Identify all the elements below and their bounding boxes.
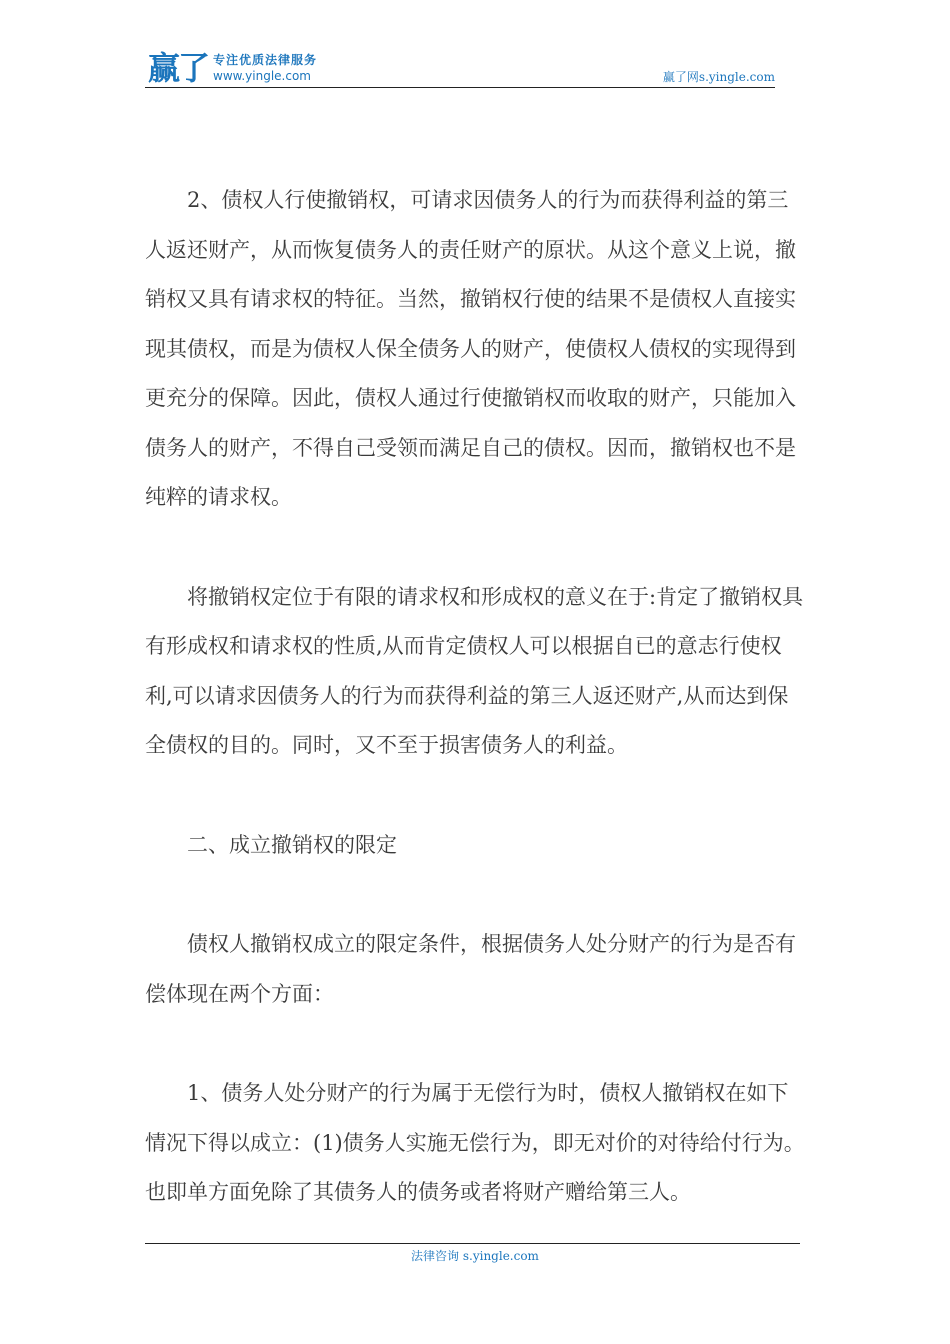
paragraph-revocation-claim: 2、债权人行使撤销权，可请求因债务人的行为而获得利益的第三人返还财产，从而恢复债务人的责任财产的原状。从这个意义上说，撤销权又具有请求权的特征。当然，撤销权行使的结果不是债权人直接实现其债权，而是为债权人保全债务人的财产，使债权人债权的实现得到更充分的保障。因此，债权人通过行使撤销权而收取的财产，只能加入债务人的财产，不得自己受领而满足自己的债权。因而，撤销权也不是纯粹的请求权。 [145, 188, 796, 509]
header-site-link[interactable]: 赢了网s.yingle.com [662, 70, 775, 84]
paragraph-conditions-intro: 债权人撤销权成立的限定条件，根据债务人处分财产的行为是否有偿体现在两个方面： [145, 932, 796, 1006]
section-heading: 二、成立撤销权的限定 [187, 832, 397, 857]
footer-link[interactable]: 法律咨询 s.yingle.com [411, 1249, 539, 1263]
document-body [145, 176, 805, 1268]
footer-divider [145, 1243, 800, 1244]
yingle-logo[interactable]: 赢了 [148, 49, 209, 87]
paragraph-revocation-positioning: 将撤销权定位于有限的请求权和形成权的意义在于:肯定了撤销权具有形成权和请求权的性质,从而肯定债权人可以根据自已的意志行使权利,可以请求因债务人的行为而获得利益的第三人返还财产,从而达到保全债权的目的。同时，又不至于损害债务人的利益。 [145, 584, 804, 757]
logo-slogan: 专注优质法律服务 [213, 53, 318, 67]
logo-url[interactable]: www.yingle.com [213, 69, 311, 83]
paragraph-gratuitous-acts: 1、债务人处分财产的行为属于无偿行为时，债权人撤销权在如下情况下得以成立：(1)债务人实施无偿行为，即无对价的对待给付行为。也即单方面免除了其债务人的债务或者将财产赠给第三人。 [145, 1081, 805, 1204]
page-header [145, 48, 775, 88]
header-divider [145, 87, 775, 88]
